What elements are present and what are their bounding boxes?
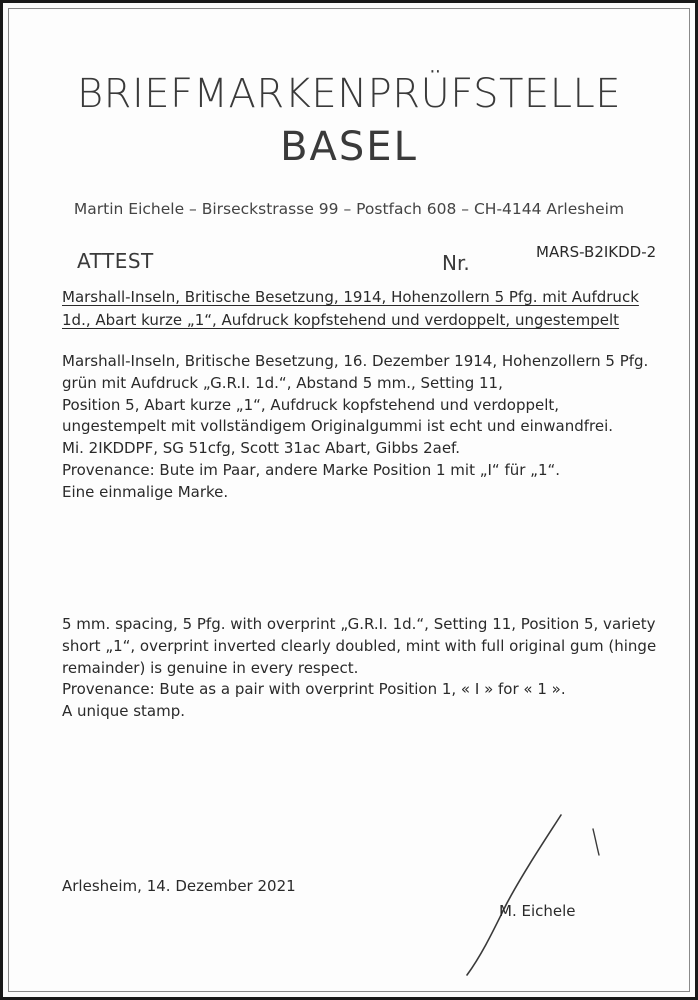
- attest-label: ATTEST: [77, 249, 154, 273]
- text-line: 5 mm. spacing, 5 Pfg. with overprint „G.R.I. 1d.“, Setting 11, Position 5, variety: [62, 615, 656, 633]
- text-line: remainder) is genuine in every respect.: [62, 658, 359, 677]
- text-line: Mi. 2IKDDPF, SG 51cfg, Scott 31ac Abart, Gibbs 2aef.: [62, 439, 461, 458]
- signature-mark: [443, 803, 643, 983]
- institution-title: BRIEFMARKENPRÜFSTELLE: [76, 71, 622, 117]
- german-description: [62, 351, 662, 504]
- subject-line: 1d., Abart kurze „1“, Aufdruck kopfstehend und verdoppelt, ungestempelt: [62, 311, 620, 329]
- text-line: Provenance: Bute im Paar, andere Marke Position 1 mit „I“ für „1“.: [62, 460, 561, 479]
- text-line: Marshall-Inseln, Britische Besetzung, 16. Dezember 1914, Hohenzollern 5 Pfg.: [62, 352, 649, 370]
- text-line: Provenance: Bute as a pair with overprint Position 1, « I » for « 1 ».: [62, 680, 566, 699]
- institution-city: BASEL: [280, 124, 418, 170]
- certificate-number: MARS-B2IKDD-2: [536, 243, 657, 261]
- subject-line: Marshall-Inseln, Britische Besetzung, 1914, Hohenzollern 5 Pfg. mit Aufdruck: [62, 288, 639, 306]
- text-line: ungestempelt mit vollständigem Originalgummi ist echt und einwandfrei.: [62, 417, 614, 436]
- subject-heading: [62, 286, 652, 332]
- institution-address: Martin Eichele – Birseckstrasse 99 – Postfach 608 – CH-4144 Arlesheim: [73, 200, 625, 218]
- english-description: [62, 614, 662, 723]
- number-label: Nr.: [442, 251, 470, 275]
- text-line: Eine einmalige Marke.: [62, 482, 229, 501]
- place-date: Arlesheim, 14. Dezember 2021: [62, 877, 296, 895]
- text-line: A unique stamp.: [62, 702, 186, 721]
- text-line: grün mit Aufdruck „G.R.I. 1d.“, Abstand 5 mm., Setting 11,: [62, 373, 503, 392]
- signatory-name: M. Eichele: [499, 902, 576, 920]
- text-line: short „1“, overprint inverted clearly doubled, mint with full original gum (hinge: [62, 636, 657, 655]
- text-line: Position 5, Abart kurze „1“, Aufdruck kopfstehend und verdoppelt,: [62, 395, 560, 414]
